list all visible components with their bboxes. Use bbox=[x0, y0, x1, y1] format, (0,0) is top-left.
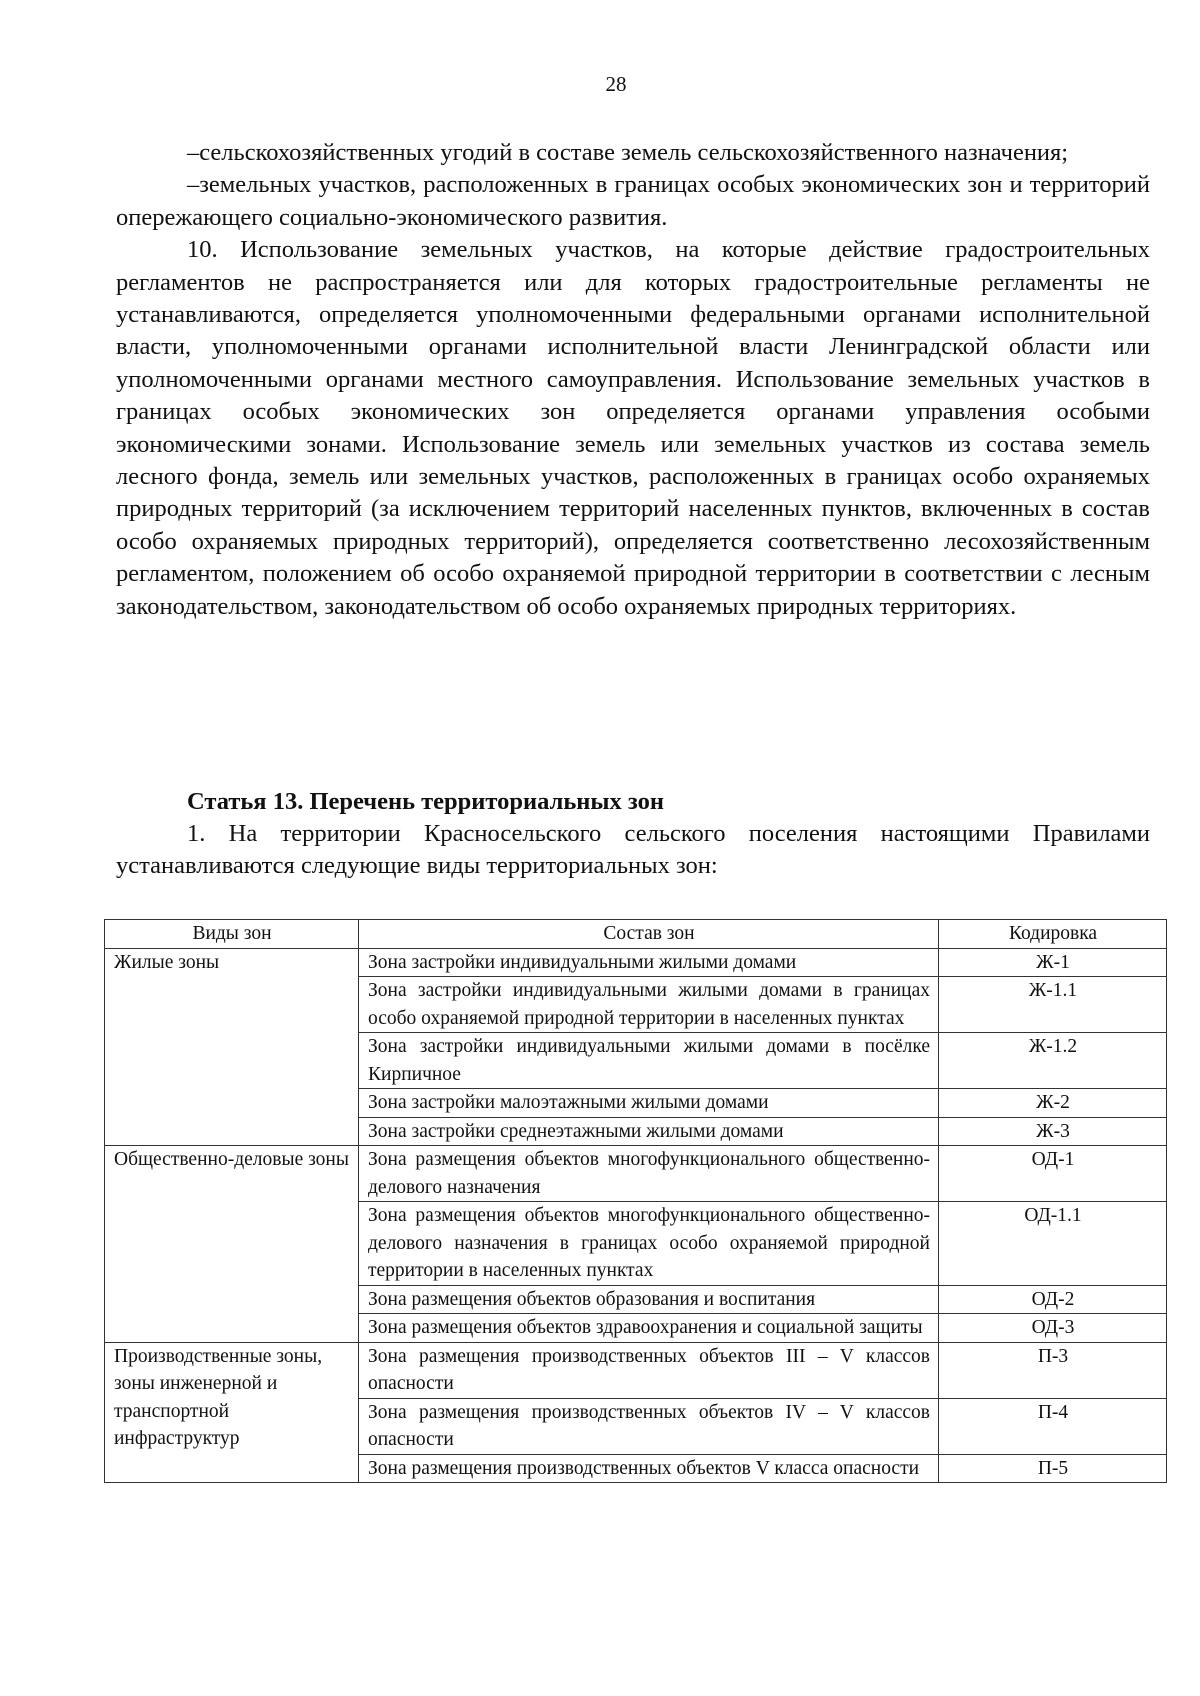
zone-composition-cell: Зона размещения производственных объектов V класса опасности bbox=[359, 1454, 939, 1483]
zone-composition-cell: Зона застройки малоэтажными жилыми домами bbox=[359, 1089, 939, 1118]
zone-code-cell: Ж-1 bbox=[939, 948, 1167, 977]
article-heading: Статья 13. Перечень территориальных зон bbox=[187, 788, 664, 815]
zone-composition-cell: Зона застройки индивидуальными жилыми домами в посёлке Кирпичное bbox=[359, 1033, 939, 1089]
zone-code-cell: ОД-1.1 bbox=[939, 1202, 1167, 1286]
zone-composition-cell: Зона размещения объектов образования и воспитания bbox=[359, 1285, 939, 1314]
zone-code-cell: ОД-2 bbox=[939, 1285, 1167, 1314]
zone-composition-cell: Зона размещения объектов здравоохранения и социальной защиты bbox=[359, 1314, 939, 1343]
zone-composition-cell: Зона застройки индивидуальными жилыми домами bbox=[359, 948, 939, 977]
paragraph: –сельскохозяйственных угодий в составе земель сельскохозяйственного назначения; bbox=[187, 139, 1069, 166]
table-row bbox=[105, 1146, 1167, 1202]
zone-composition-cell: Зона размещения объектов многофункционального общественно-делового назначения bbox=[359, 1146, 939, 1202]
table-row bbox=[105, 948, 1167, 977]
table-row bbox=[105, 1342, 1167, 1398]
article-paragraph: 1. На территории Красносельского сельского поселения настоящими Правилами устанавливаются следующие виды территориальных зон: bbox=[116, 820, 1150, 880]
page-number: 28 bbox=[605, 72, 627, 96]
zones-table bbox=[104, 919, 1167, 1483]
zone-code-cell: П-3 bbox=[939, 1342, 1167, 1398]
zone-composition-cell: Зона размещения производственных объектов IV – V классов опасности bbox=[359, 1398, 939, 1454]
zone-code-cell: Ж-2 bbox=[939, 1089, 1167, 1118]
zone-composition-cell: Зона застройки среднеэтажными жилыми домами bbox=[359, 1117, 939, 1146]
table-header-row bbox=[105, 920, 1167, 949]
zone-code-cell: Ж-1.2 bbox=[939, 1033, 1167, 1089]
zone-code-cell: П-5 bbox=[939, 1454, 1167, 1483]
header-cell: Виды зон bbox=[105, 920, 359, 949]
header-cell: Состав зон bbox=[359, 920, 939, 949]
zone-code-cell: П-4 bbox=[939, 1398, 1167, 1454]
paragraph: 10. Использование земельных участков, на которые действие градостроительных регламентов не распространяется или для которых градостроительные регламенты не устанавливаются, определяется уполномоченными федеральными органами исполнительной власти, уполномоченными органами исполнительной власти Ленинградской области или уполномоченными органами местного самоуправления. Использование земельных участков в границах особых экономических зон определяется органами управления особыми экономическими зонами. Использование земель или земельных участков из состава земель лесного фонда, земель или земельных участков, расположенных в границах особо охраняемых природных территорий (за исключением территорий населенных пунктов, включенных в состав особо охраняемых природных территорий), определяется соответственно лесохозяйственным регламентом, положением об особо охраняемой природной территории в соответствии с лесным законодательством, законодательством об особо охраняемых природных территориях. bbox=[116, 236, 1150, 620]
body-text bbox=[116, 137, 1150, 623]
header-cell: Кодировка bbox=[939, 920, 1167, 949]
zone-composition-cell: Зона застройки индивидуальными жилыми домами в границах особо охраняемой природной территории в населенных пунктах bbox=[359, 977, 939, 1033]
zone-type-cell: Общественно-деловые зоны bbox=[105, 1146, 359, 1343]
zone-composition-cell: Зона размещения объектов многофункционального общественно-делового назначения в границах особо охраняемой природной территории в населенных пунктах bbox=[359, 1202, 939, 1286]
zone-code-cell: Ж-1.1 bbox=[939, 977, 1167, 1033]
zone-composition-cell: Зона размещения производственных объектов III – V классов опасности bbox=[359, 1342, 939, 1398]
zone-code-cell: Ж-3 bbox=[939, 1117, 1167, 1146]
zone-type-cell: Производственные зоны, зоны инженерной и транспортной инфраструктур bbox=[105, 1342, 359, 1483]
zone-type-cell: Жилые зоны bbox=[105, 948, 359, 1146]
zone-code-cell: ОД-1 bbox=[939, 1146, 1167, 1202]
paragraph: –земельных участков, расположенных в границах особых экономических зон и территорий опережающего социально-экономического развития. bbox=[116, 171, 1150, 231]
zone-code-cell: ОД-3 bbox=[939, 1314, 1167, 1343]
